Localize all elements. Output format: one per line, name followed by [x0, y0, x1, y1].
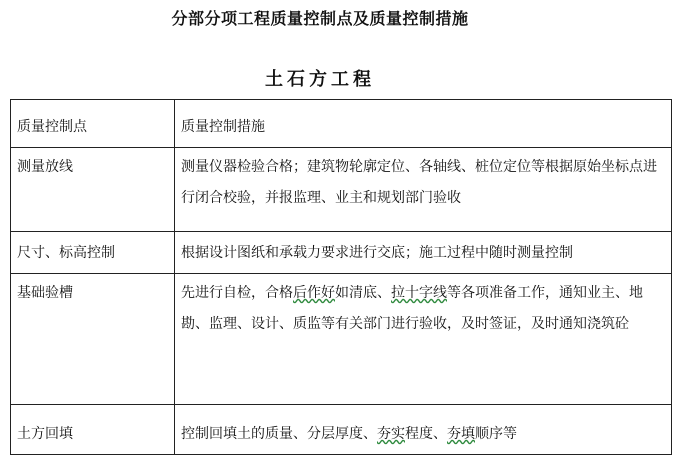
table-row: [11, 148, 672, 232]
section-title: 土石方工程: [265, 69, 375, 90]
row-point: 土方回填: [11, 405, 175, 455]
quality-control-table: [10, 99, 672, 455]
header-cell-point: 质量控制点: [11, 100, 175, 148]
measure-text-marked: 夯实: [377, 426, 405, 442]
row-measure: [175, 274, 672, 405]
measure-text-marked: 夯填: [447, 426, 475, 442]
row-point: 测量放线: [11, 148, 175, 232]
measure-text-marked: 后作好: [293, 285, 335, 301]
table-row: [11, 405, 672, 455]
measure-text-marked: 拉十字线: [391, 285, 447, 301]
measure-text: 等各项准备工作，通知业主、地勘、监理、设计、质监等有关部门进行验收，及时签证，及时通知浇筑砼: [181, 285, 643, 332]
row-measure: 测量仪器检验合格；建筑物轮廓定位、各轴线、桩位定位等根据原始坐标点进行闭合校验，并报监理、业主和规划部门验收: [175, 148, 672, 232]
measure-text: 顺序等: [475, 426, 517, 442]
document-title: 分部分项工程质量控制点及质量控制措施: [171, 9, 469, 28]
row-point: 基础验槽: [11, 274, 175, 405]
table-row: [11, 274, 672, 405]
table-header-row: [11, 100, 672, 148]
header-cell-measure: 质量控制措施: [175, 100, 672, 148]
table-row: [11, 232, 672, 274]
measure-text: 控制回填土的质量、分层厚度、: [181, 426, 377, 442]
measure-text: 如清底、: [335, 285, 391, 301]
row-measure: [175, 405, 672, 455]
measure-text: 先进行自检，合格: [181, 285, 293, 301]
row-measure: 根据设计图纸和承载力要求进行交底；施工过程中随时测量控制: [175, 232, 672, 274]
measure-text: 程度、: [405, 426, 447, 442]
row-point: 尺寸、标高控制: [11, 232, 175, 274]
